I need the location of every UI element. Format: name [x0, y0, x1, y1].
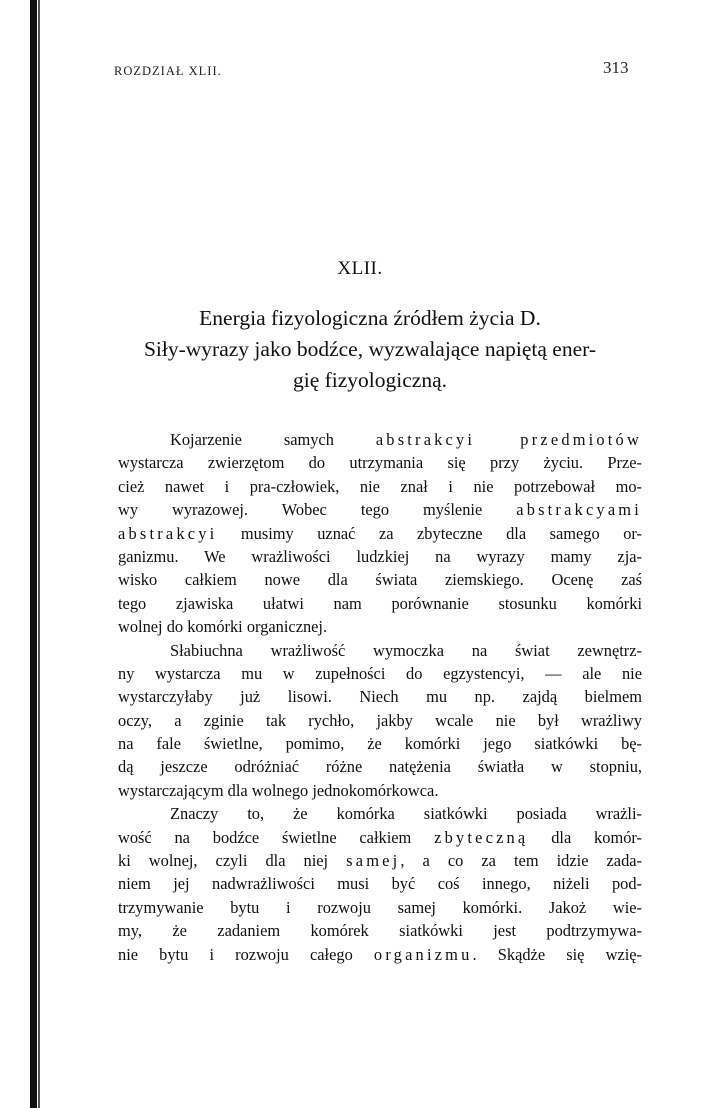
text-line: wystarcza zwierzętom do utrzymania się przy życiu. Prze- [118, 453, 642, 473]
book-spine-edge [30, 0, 37, 1108]
text-line: ganizmu. We wrażliwości ludzkiej na wyrazy mamy zja- [118, 546, 642, 566]
text-line: ki wolnej, czyli dla niej samej, a co za tem idzie zada- [118, 851, 643, 871]
text-line: na fale świetlne, pomimo, że komórki jego siatkówki bę- [118, 734, 642, 754]
text-line: tego zjawiska ułatwi nam porównanie stosunku komórki [118, 593, 642, 613]
spaced-emphasis: zbyteczną [434, 827, 529, 847]
chapter-title-line: gię fizyologiczną. [292, 368, 448, 392]
text-line: Kojarzenie samych abstrakcyi przedmiotów [170, 430, 642, 449]
text-line: oczy, a zginie tak rychło, jakby wcale nie był wrażliwy [118, 710, 642, 730]
text-line: wolnej do komórki organicznej. [118, 617, 328, 637]
chapter-number: XLII. [337, 258, 383, 279]
text-line: trzymywanie bytu i rozwoju samej komórki. Jakoż wie- [118, 897, 642, 917]
running-head: ROZDZIAŁ XLII. [114, 64, 222, 78]
text-line: niem jej nadwrażliwości musi być coś innego, niżeli pod- [118, 874, 642, 894]
chapter-title-line: Energia fizyologiczna źródłem życia D. [199, 306, 541, 330]
text-line: dą jeszcze odróżniać różne natężenia światła w stopniu, [118, 757, 642, 777]
text-line: abstrakcyi musimy uznać za zbyteczne dla samego or- [118, 523, 642, 543]
text-line: wy wyrazowej. Wobec tego myślenie abstrakcyami [118, 500, 642, 520]
page-number: 313 [603, 58, 629, 77]
spaced-emphasis: abstrakcyi [118, 523, 218, 543]
spaced-emphasis: organizmu [373, 944, 473, 964]
text-line: Znaczy to, że komórka siatkówki posiada wrażli- [170, 804, 642, 824]
text-line: my, że zadaniem komórek siatkówki jest podtrzymywa- [118, 921, 642, 941]
chapter-title-line: Siły-wyrazy jako bodźce, wyzwalające napiętą ener- [143, 337, 597, 361]
text-line: cież nawet i pra-człowiek, nie znał i nie potrzebował mo- [118, 476, 642, 496]
spaced-emphasis: abstrakcyami [516, 500, 642, 520]
text-line: wystarczyłaby już lisowi. Niech mu np. zajdą bielmem [118, 687, 642, 707]
text-line: wisko całkiem nowe dla świata ziemskiego. Ocenę zaś [118, 570, 642, 590]
text-line: wystarczającym dla wolnego jednokomórkowca. [118, 780, 439, 800]
text-line: wość na bodźce świetlne całkiem zbyteczną dla komór- [118, 827, 642, 847]
body-text [118, 428, 642, 966]
chapter-title [80, 303, 660, 396]
text-line: Słabiuchna wrażliwość wymoczka na świat zewnętrz- [170, 640, 642, 660]
text-line: nie bytu i rozwoju całego organizmu. Skądże się wzię- [118, 944, 642, 964]
spaced-emphasis: abstrakcyi przedmiotów [375, 430, 642, 449]
text-line: ny wystarcza mu w zupełności do egzystencyi, — ale nie [118, 663, 642, 683]
spaced-emphasis: samej [346, 851, 401, 871]
book-spine-shadow [38, 0, 40, 1108]
